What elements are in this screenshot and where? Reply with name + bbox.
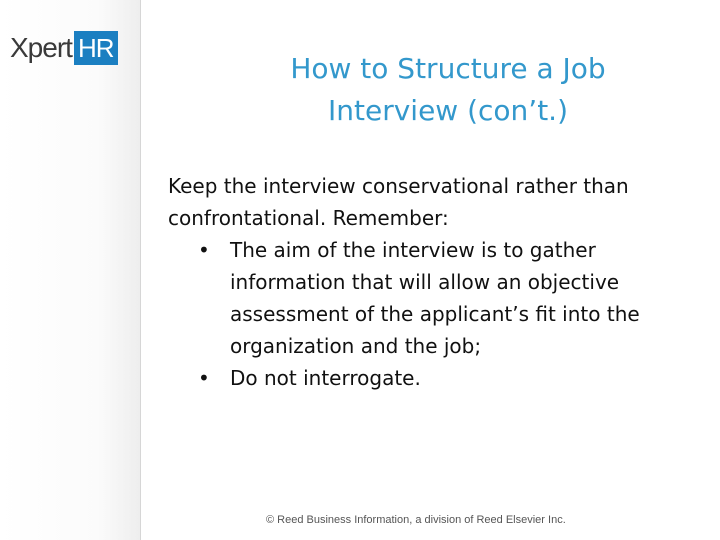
copyright-footer: © Reed Business Information, a division of Reed Elsevier Inc.: [266, 514, 566, 526]
slide-title-line-2: Interview (con’t.): [328, 94, 568, 127]
xperthr-logo: [10, 30, 118, 66]
logo-text: Xpert: [10, 32, 72, 63]
bullet-text: The aim of the interview is to gather information that will allow an objective assessment of the applicant’s fit into the organization and the job;: [230, 238, 640, 358]
slide-title: [240, 48, 656, 132]
bullet-marker: •: [198, 366, 210, 390]
logo-hr-box: HR: [74, 31, 118, 65]
bullet-list: [168, 234, 708, 394]
slide-body: [168, 170, 708, 394]
bullet-item: [168, 362, 708, 394]
left-sidebar-panel: [0, 0, 141, 540]
slide-title-line-1: How to Structure a Job: [290, 52, 606, 85]
bullet-text: Do not interrogate.: [230, 366, 421, 390]
bullet-item: [168, 234, 708, 362]
intro-paragraph: Keep the interview conservational rather than confrontational. Remember:: [168, 174, 629, 230]
bullet-marker: •: [198, 238, 210, 262]
